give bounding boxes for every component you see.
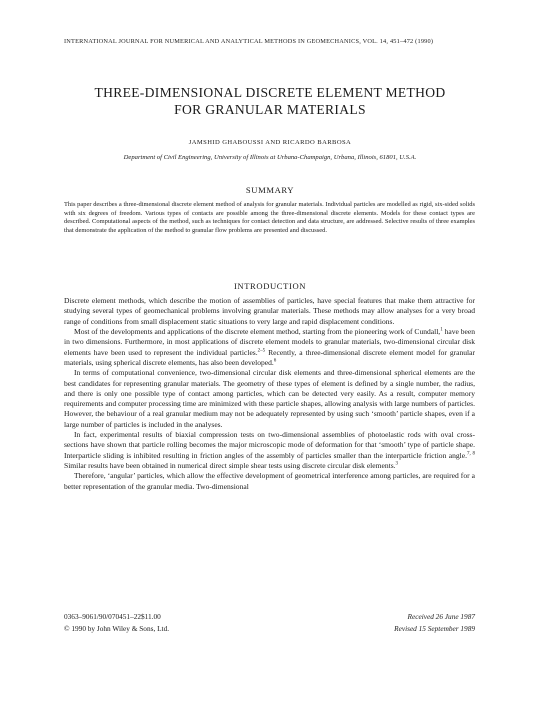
footer-left [64,611,169,635]
summary-text: This paper describes a three-dimensional discrete element method of analysis for granular materials. Individual particles are modelled as rigid, six-sided solids with six degrees of freedom. Various types of contacts are possible among the three-dimensional discrete elements. Models for these contact types are described. Computational aspects of the method, such as techniques for contact detection and data structure, are addressed. Selective results of three examples that demonstrate the application of the method to granular flow problems are presented and discussed. [64,201,475,234]
copyright-notice: © 1990 by John Wiley & Sons, Ltd. [64,624,170,633]
author-list: JAMSHID GHABOUSSI AND RICARDO BARBOSA [188,139,352,146]
revised-date: Revised 15 September 1989 [394,624,475,633]
introduction-body [64,296,475,492]
intro-paragraph-5: Therefore, ‘angular’ particles, which allow the effective development of geometrical interference among particles, are required for a better representation of the granular media. Two-dimensional [64,471,475,491]
introduction-heading: INTRODUCTION [233,281,307,291]
summary-heading: SUMMARY [245,185,295,195]
p2-text-b: have been in two dimensions. Furthermore, in most applications of discrete element models to granular materials, two-dimensional circular disk elements have been used to represent the individual particles. [64,326,475,357]
footer-right [320,611,475,635]
received-date: Received 26 June 1987 [407,612,475,621]
running-header: INTERNATIONAL JOURNAL FOR NUMERICAL AND ANALYTICAL METHODS IN GEOMECHANICS, VOL. 14, 451–472 (1990) [64,38,434,45]
p2-text-a: Most of the developments and applications of the discrete element method, starting from the pioneering work of Cundall, [74,326,441,336]
p4-text-b: Similar results have been obtained in numerical direct simple shear tests using discrete circular disk elements. [64,461,396,470]
p4-text-a: In fact, experimental results of biaxial compression tests on two-dimensional assemblies of photoelastic rods with oval cross-sections have shown that particle rolling becomes the major microscopic mode of deformation for that ‘smooth’ type of particle shape. Interparticle sliding is inhibited resulting in friction angles of the assembly of particles smaller than the interparticle friction angle. [64,430,475,460]
intro-paragraph-1: Discrete element methods, which describe the motion of assemblies of particles, have special features that make them attractive for studying several types of geomechanical problems involving granular materials. These methods may allow analyses for a very broad range of conditions from small displacement static situations to very large and rapid displacement conditions. [64,296,475,326]
title-line-2: FOR GRANULAR MATERIALS [174,102,366,117]
intro-paragraph-3: In terms of computational convenience, two-dimensional circular disk elements and three-dimensional spherical elements are the best candidates for representing granular materials. The geometry of these types of element is defined by a single number, the radius, and there is only one possible type of contact among particles, which can be detected very easily. As a result, computer memory requirements and computer processing time are minimized with these particle shapes, allowing analysis with large numbers of particles. However, the behaviour of a real granular medium may not be adequately represented by using such ‘smooth’ particle shapes, even if a large number of particles is included in the analyses. [64,368,475,429]
citation-ref: 1 [440,327,443,333]
citation-ref: 2–5 [257,348,266,354]
journal-code: 0363–9061/90/070451–22$11.00 [64,612,161,621]
intro-paragraph-2 [64,327,475,368]
p2-text-c: Recently, a three-dimensional discrete element model for granular materials, using spherical discrete elements, has also been developed. [64,347,476,367]
affiliation: Department of Civil Engineering, University of Illinois at Urbana-Champaign, Urbana, Illinois, 61801, U.S.A. [123,154,417,161]
citation-ref: 7, 8 [466,451,475,457]
title-line-1: THREE-DIMENSIONAL DISCRETE ELEMENT METHOD [94,85,446,100]
citation-ref: 6 [273,358,277,364]
paper-title [40,84,500,118]
citation-ref: 3 [395,461,399,467]
intro-paragraph-4 [64,430,475,471]
